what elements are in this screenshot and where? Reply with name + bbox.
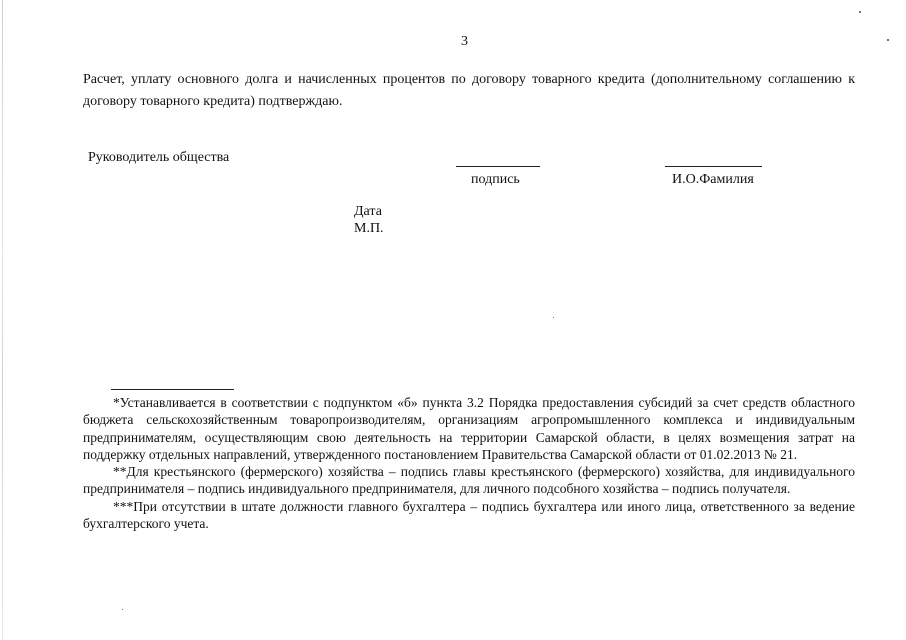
page-number: 3 (461, 34, 468, 49)
seal-label: М.П. (354, 221, 384, 236)
signature-line (456, 166, 540, 167)
footnote-3: ***При отсутствии в штате должности главного бухгалтера – подпись бухгалтера или иного лица, ответственного за ведение бухгалтерского учета. (83, 498, 855, 532)
scan-edge (2, 0, 3, 640)
scan-speck (887, 39, 889, 41)
scan-speck (859, 11, 861, 13)
signature-caption: подпись (471, 172, 520, 187)
confirmation-paragraph: Расчет, уплату основного долга и начисленных процентов по договору товарного кредита (дополнительному соглашению к договору товарного кредита) подтверждаю. (83, 72, 855, 109)
name-line (665, 166, 762, 167)
footnote-1: *Устанавливается в соответствии с подпунктом «б» пункта 3.2 Порядка предоставления субсидий за счет средств областного бюджета сельскохозяйственным товаропроизводителям, организациям агропромышленного комплекса и индивидуальным предпринимателям, осуществляющим свою деятельность на территории Самарской области, в целях возмещения затрат на поддержку отдельных направлений, утвержденного постановлением Правительства Самарской области от 01.02.2013 № 21. (83, 395, 855, 462)
footnotes (83, 394, 855, 532)
footnote-2: **Для крестьянского (фермерского) хозяйства – подпись главы крестьянского (фермерского) хозяйства, для индивидуального предпринимателя – подпись индивидуального предпринимателя, для личного подсобного хозяйства – подпись получателя. (83, 464, 855, 497)
scan-speck (553, 317, 554, 318)
name-caption: И.О.Фамилия (672, 172, 754, 187)
position-label: Руководитель общества (88, 150, 230, 165)
scan-speck (122, 609, 123, 610)
footnote-separator (111, 389, 234, 390)
date-label: Дата (354, 204, 382, 219)
